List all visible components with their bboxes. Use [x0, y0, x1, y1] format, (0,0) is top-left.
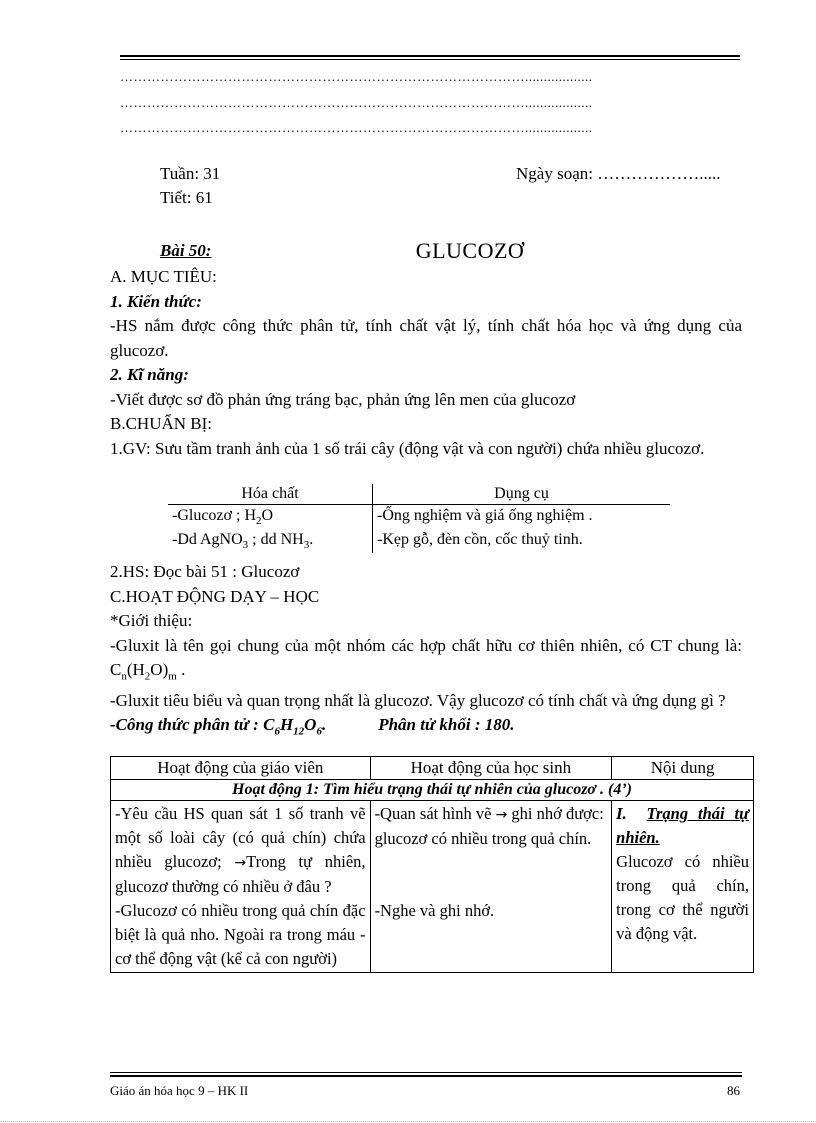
- materials-cell: -Ống nghiệm và giá ống nghiệm .: [377, 507, 593, 524]
- teacher-cell: [111, 801, 371, 973]
- header-rule-thin: [120, 59, 740, 60]
- week-label: Tuần: 31: [160, 164, 221, 183]
- knowledge-text: -HS nắm được công thức phân tử, tính chất vật lý, tính chất hóa học và ứng dụng của glucozơ.: [110, 316, 742, 360]
- dotted-line: ………………………………………………………………………………..................: [120, 96, 593, 110]
- hs-prep-text: 2.HS: Đọc bài 51 : Glucozơ: [110, 562, 300, 581]
- skills-heading: 2. Kĩ năng:: [110, 365, 189, 384]
- header-content: Nội dung: [612, 757, 754, 780]
- student-cell: [370, 801, 612, 973]
- materials-col-chemicals: Hóa chất: [168, 484, 373, 505]
- activities-intro: [110, 560, 742, 744]
- content-text: Glucozơ có nhiều trong quả chín, trong cơ thể người và động vật.: [616, 852, 749, 943]
- activity-1-title: Hoạt động 1: Tìm hiểu trạng thái tự nhiên của glucozơ . (4’): [111, 780, 754, 801]
- dotted-line: ………………………………………………………………………………..................: [120, 70, 593, 84]
- section-b-heading: B.CHUẨN BỊ:: [110, 414, 213, 433]
- header-teacher-activity: Hoạt động của giáo viên: [111, 757, 371, 780]
- content-heading: I. Trạng thái tự nhiên.: [616, 804, 749, 847]
- section-c-heading: C.HOẠT ĐỘNG DẠY – HỌC: [110, 586, 320, 606]
- right-arrow-icon: →: [234, 855, 247, 871]
- footer-rule: [110, 1075, 742, 1077]
- period-label: Tiết: 61: [160, 188, 213, 207]
- right-arrow-icon: →: [495, 807, 508, 823]
- page-title: GLUCOZƠ: [415, 238, 525, 263]
- materials-cell: -Glucozơ ; $H_2O$: [168, 505, 373, 530]
- gluxit-definition: -Gluxit là tên gọi chung của một nhóm các hợp chất hữu cơ thiên nhiên, có CT chung là: $C_n(H_2O)_m$ .: [110, 635, 742, 683]
- molecular-mass: Phân tử khối : 180.: [378, 715, 515, 735]
- student-observation: -Quan sát hình vẽ → ghi nhớ được: glucozơ có nhiều trong quả chín.: [374, 804, 604, 848]
- footer-rule-thin: [110, 1072, 742, 1073]
- footer-title: Giáo án hóa học 9 – HK II: [110, 1083, 249, 1098]
- formula-line: -Công thức phân tử : $C_6H_{12}O_6$. Phân tử khối : 180.: [110, 715, 515, 738]
- materials-cell: -Dd AgNO$_3$ ; dd $NH_3$.: [168, 529, 373, 553]
- student-listen: -Nghe và ghi nhớ.: [374, 901, 495, 920]
- header-rule: [120, 55, 740, 57]
- knowledge-heading: 1. Kiến thức:: [110, 291, 202, 311]
- teacher-instruction: -Yêu cầu HS quan sát 1 số tranh vẽ một số loài cây (có quả chín) chứa nhiều glucozơ; →Trong tự nhiên, glucozơ thường có nhiều ở đâu ?: [115, 804, 366, 896]
- activity-table: [110, 756, 754, 973]
- lesson-number: Bài 50:: [160, 241, 212, 260]
- objectives-section: [110, 265, 742, 461]
- dotted-line: ………………………………………………………………………………..................: [120, 121, 593, 135]
- content-cell: [612, 801, 754, 973]
- gv-prep-text: 1.GV: Sưu tầm tranh ảnh của 1 số trái cây (động vật và con người) chứa nhiều glucozơ.: [110, 438, 705, 458]
- date-label: Ngày soạn: ……………….....: [516, 164, 721, 183]
- page-number: 86: [727, 1083, 740, 1098]
- gluxit-question: -Gluxit tiêu biểu và quan trọng nhất là glucozơ. Vậy glucozơ có tính chất và ứng dụng gì ?: [110, 690, 726, 710]
- skills-text: -Viết được sơ đồ phản ứng tráng bạc, phản ứng lên men của glucozơ: [110, 389, 576, 409]
- materials-cell: -Kẹp gỗ, đèn cồn, cốc thuỷ tinh.: [377, 531, 583, 549]
- intro-label: *Giới thiệu:: [110, 611, 193, 630]
- section-a-heading: A. MỤC TIÊU:: [110, 267, 217, 286]
- teacher-explanation: -Glucozơ có nhiều trong quả chín đặc biệt là quả nho. Ngoài ra trong máu - cơ thể động vật (kể cả con người): [115, 901, 366, 968]
- materials-col-tools: Dụng cụ: [373, 484, 671, 505]
- header-student-activity: Hoạt động của học sinh: [370, 757, 612, 780]
- materials-table: [168, 484, 670, 553]
